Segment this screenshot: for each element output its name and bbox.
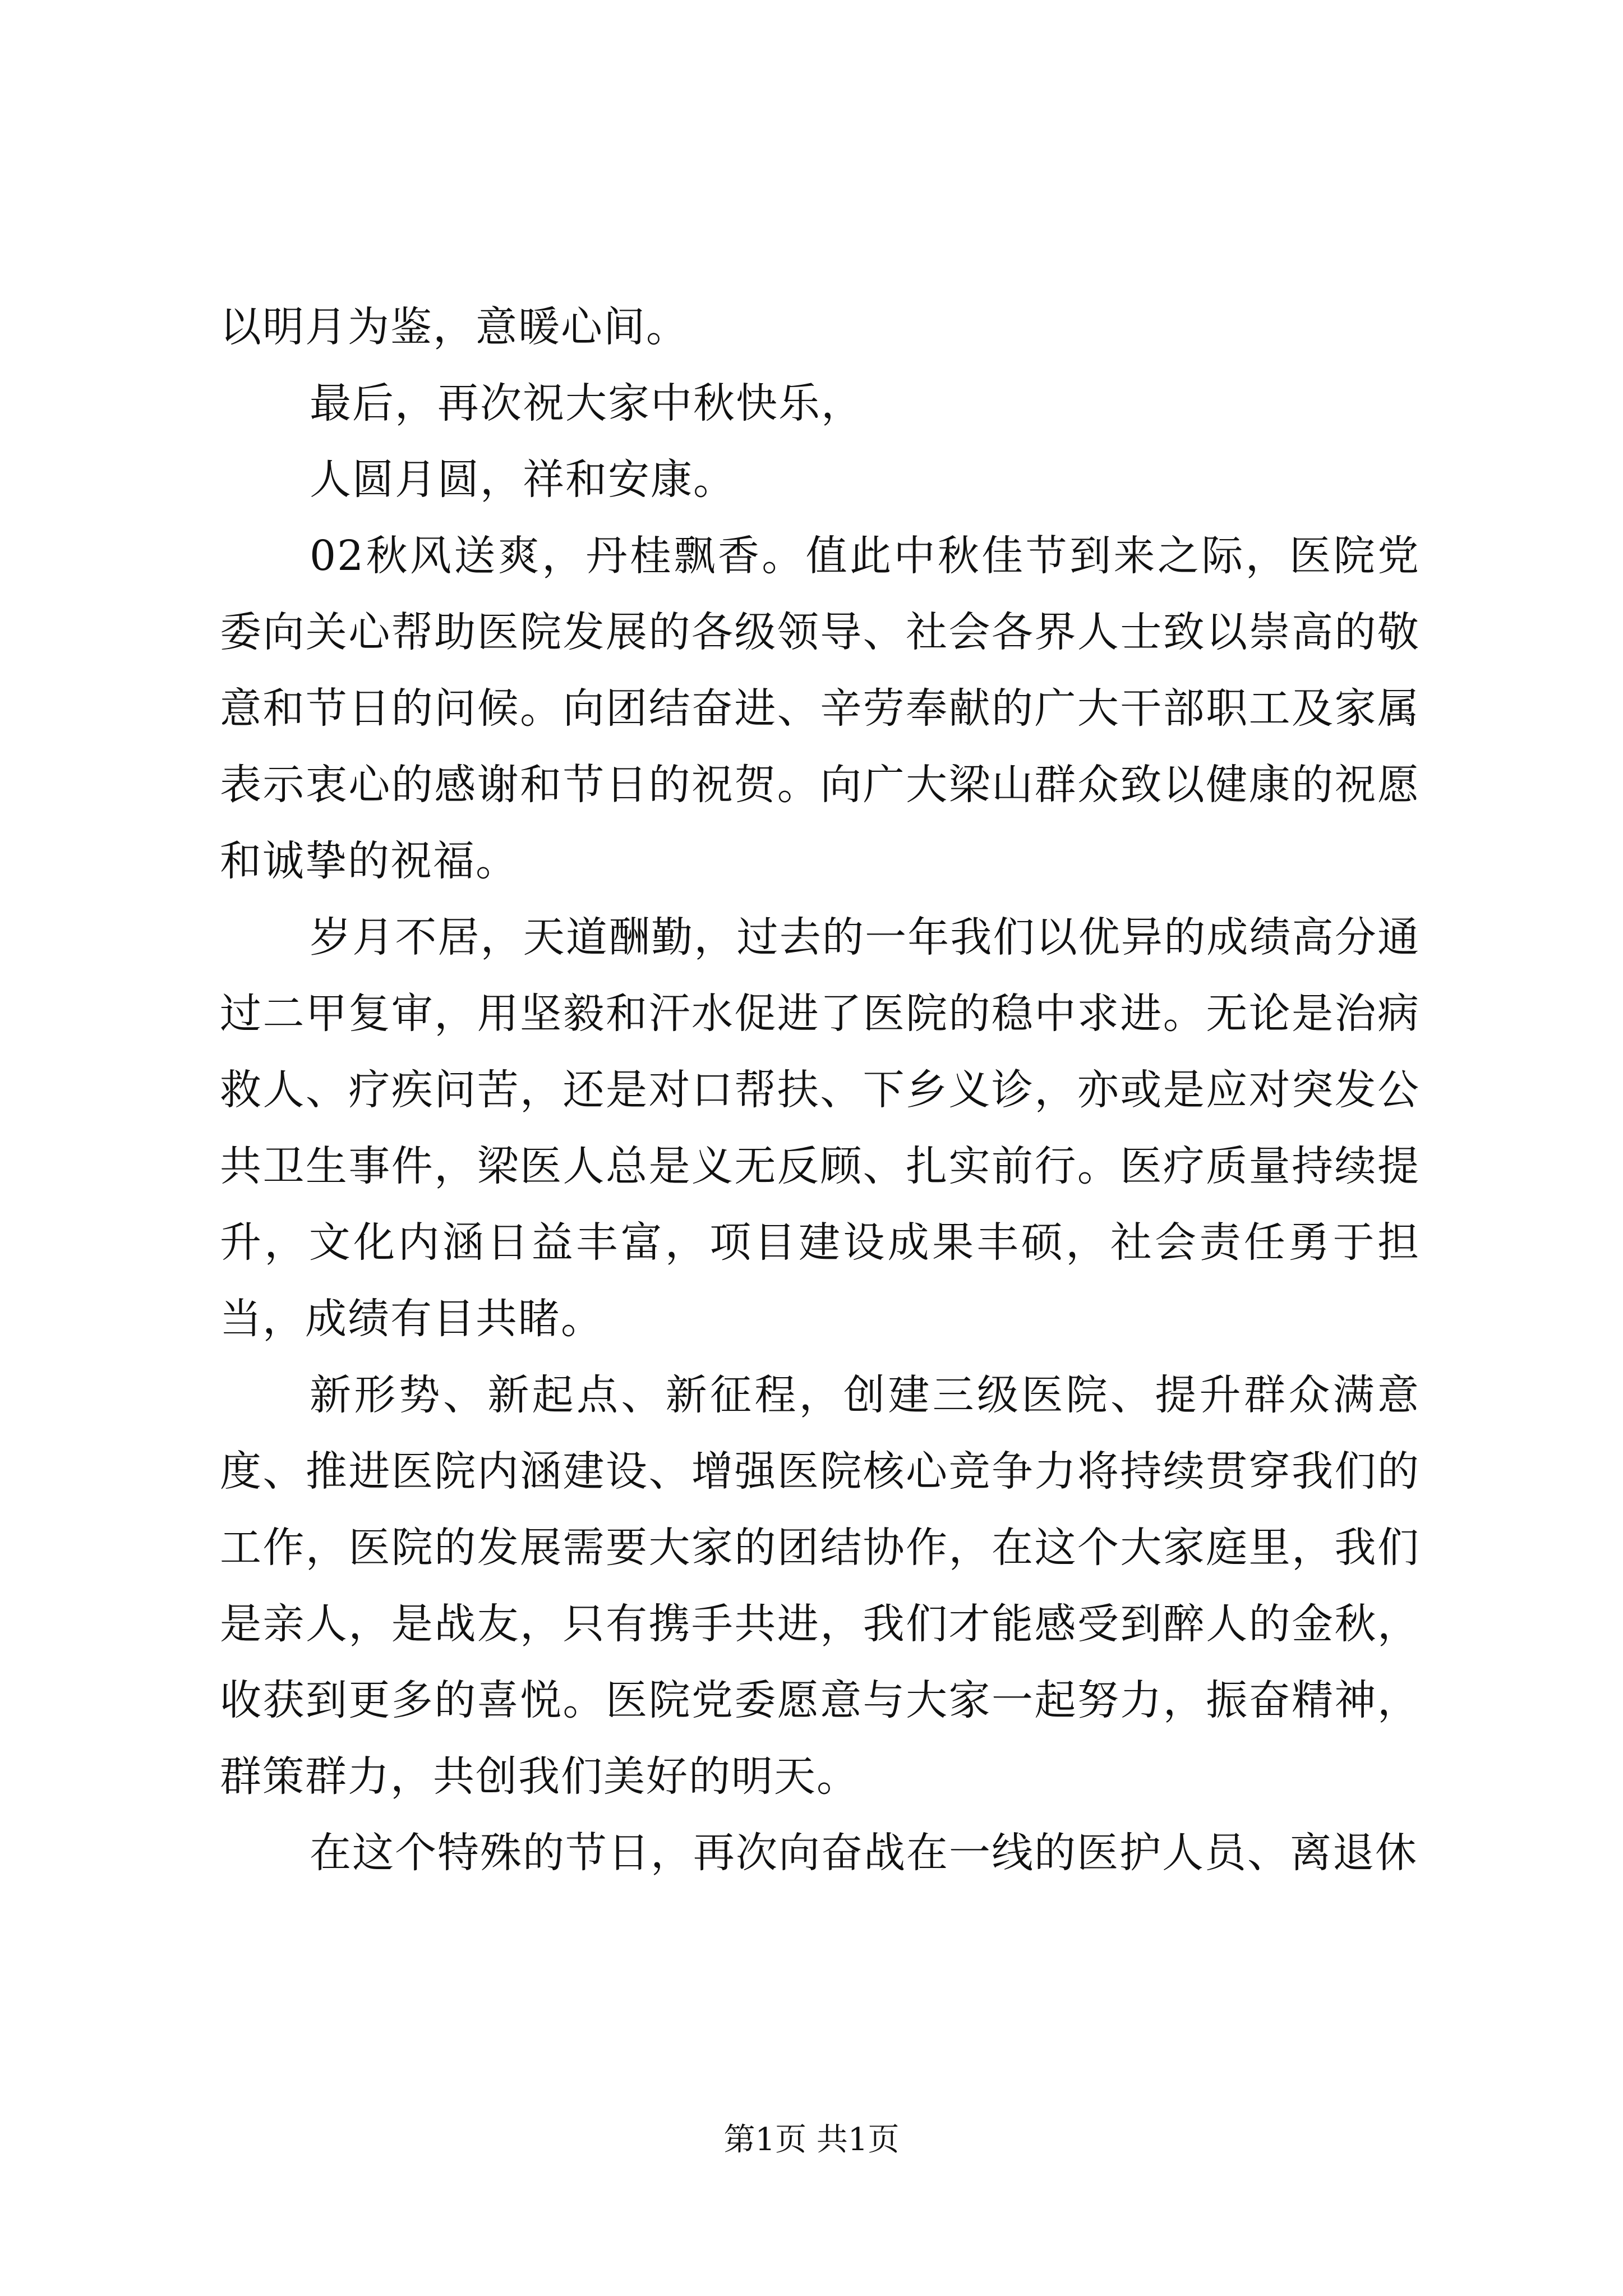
page-number-label: 第1页 共1页 — [723, 2122, 900, 2158]
document-body — [220, 289, 1420, 1891]
paragraph-achievements: 岁月不居，天道酬勤，过去的一年我们以优异的成绩高分通过二甲复审，用坚毅和汗水促进了医院的稳中求进。无论是治病救人、疗疾问苦，还是对口帮扶、下乡义诊，亦或是应对突发公共卫生事件，梁医人总是义无反顾、扎实前行。医疗质量持续提升，文化内涵日益丰富，项目建设成果丰硕，社会责任勇于担当，成绩有目共睹。 — [220, 913, 1420, 1343]
paragraph-new-journey: 新形势、新起点、新征程，创建三级医院、提升群众满意度、推进医院内涵建设、增强医院核心竞争力将持续贯穿我们的工作，医院的发展需要大家的团结协作，在这个大家庭里，我们是亲人，是战友，只有携手共进，我们才能感受到醉人的金秋，收获到更多的喜悦。医院党委愿意与大家一起努力，振奋精神，群策群力，共创我们美好的明天。 — [220, 1371, 1420, 1801]
page-footer — [0, 2120, 1623, 2160]
paragraph-special-festival: 在这个特殊的节日，再次向奋战在一线的医护人员、离退休 — [310, 1829, 1418, 1877]
paragraph-greetings: 02秋风送爽，丹桂飘香。值此中秋佳节到来之际，医院党委向关心帮助医院发展的各级领导、社会各界人士致以崇高的敬意和节日的问候。向团结奋进、辛劳奉献的广大干部职工及家属表示衷心的感谢和节日的祝贺。向广大梁山群众致以健康的祝愿和诚挚的祝福。 — [220, 532, 1420, 885]
paragraph-final-wishes: 最后，再次祝大家中秋快乐， — [310, 379, 864, 427]
paragraph-closing-line: 以明月为鉴，意暖心间。 — [220, 303, 689, 351]
paragraph-reunion-wishes: 人圆月圆，祥和安康。 — [310, 455, 736, 504]
